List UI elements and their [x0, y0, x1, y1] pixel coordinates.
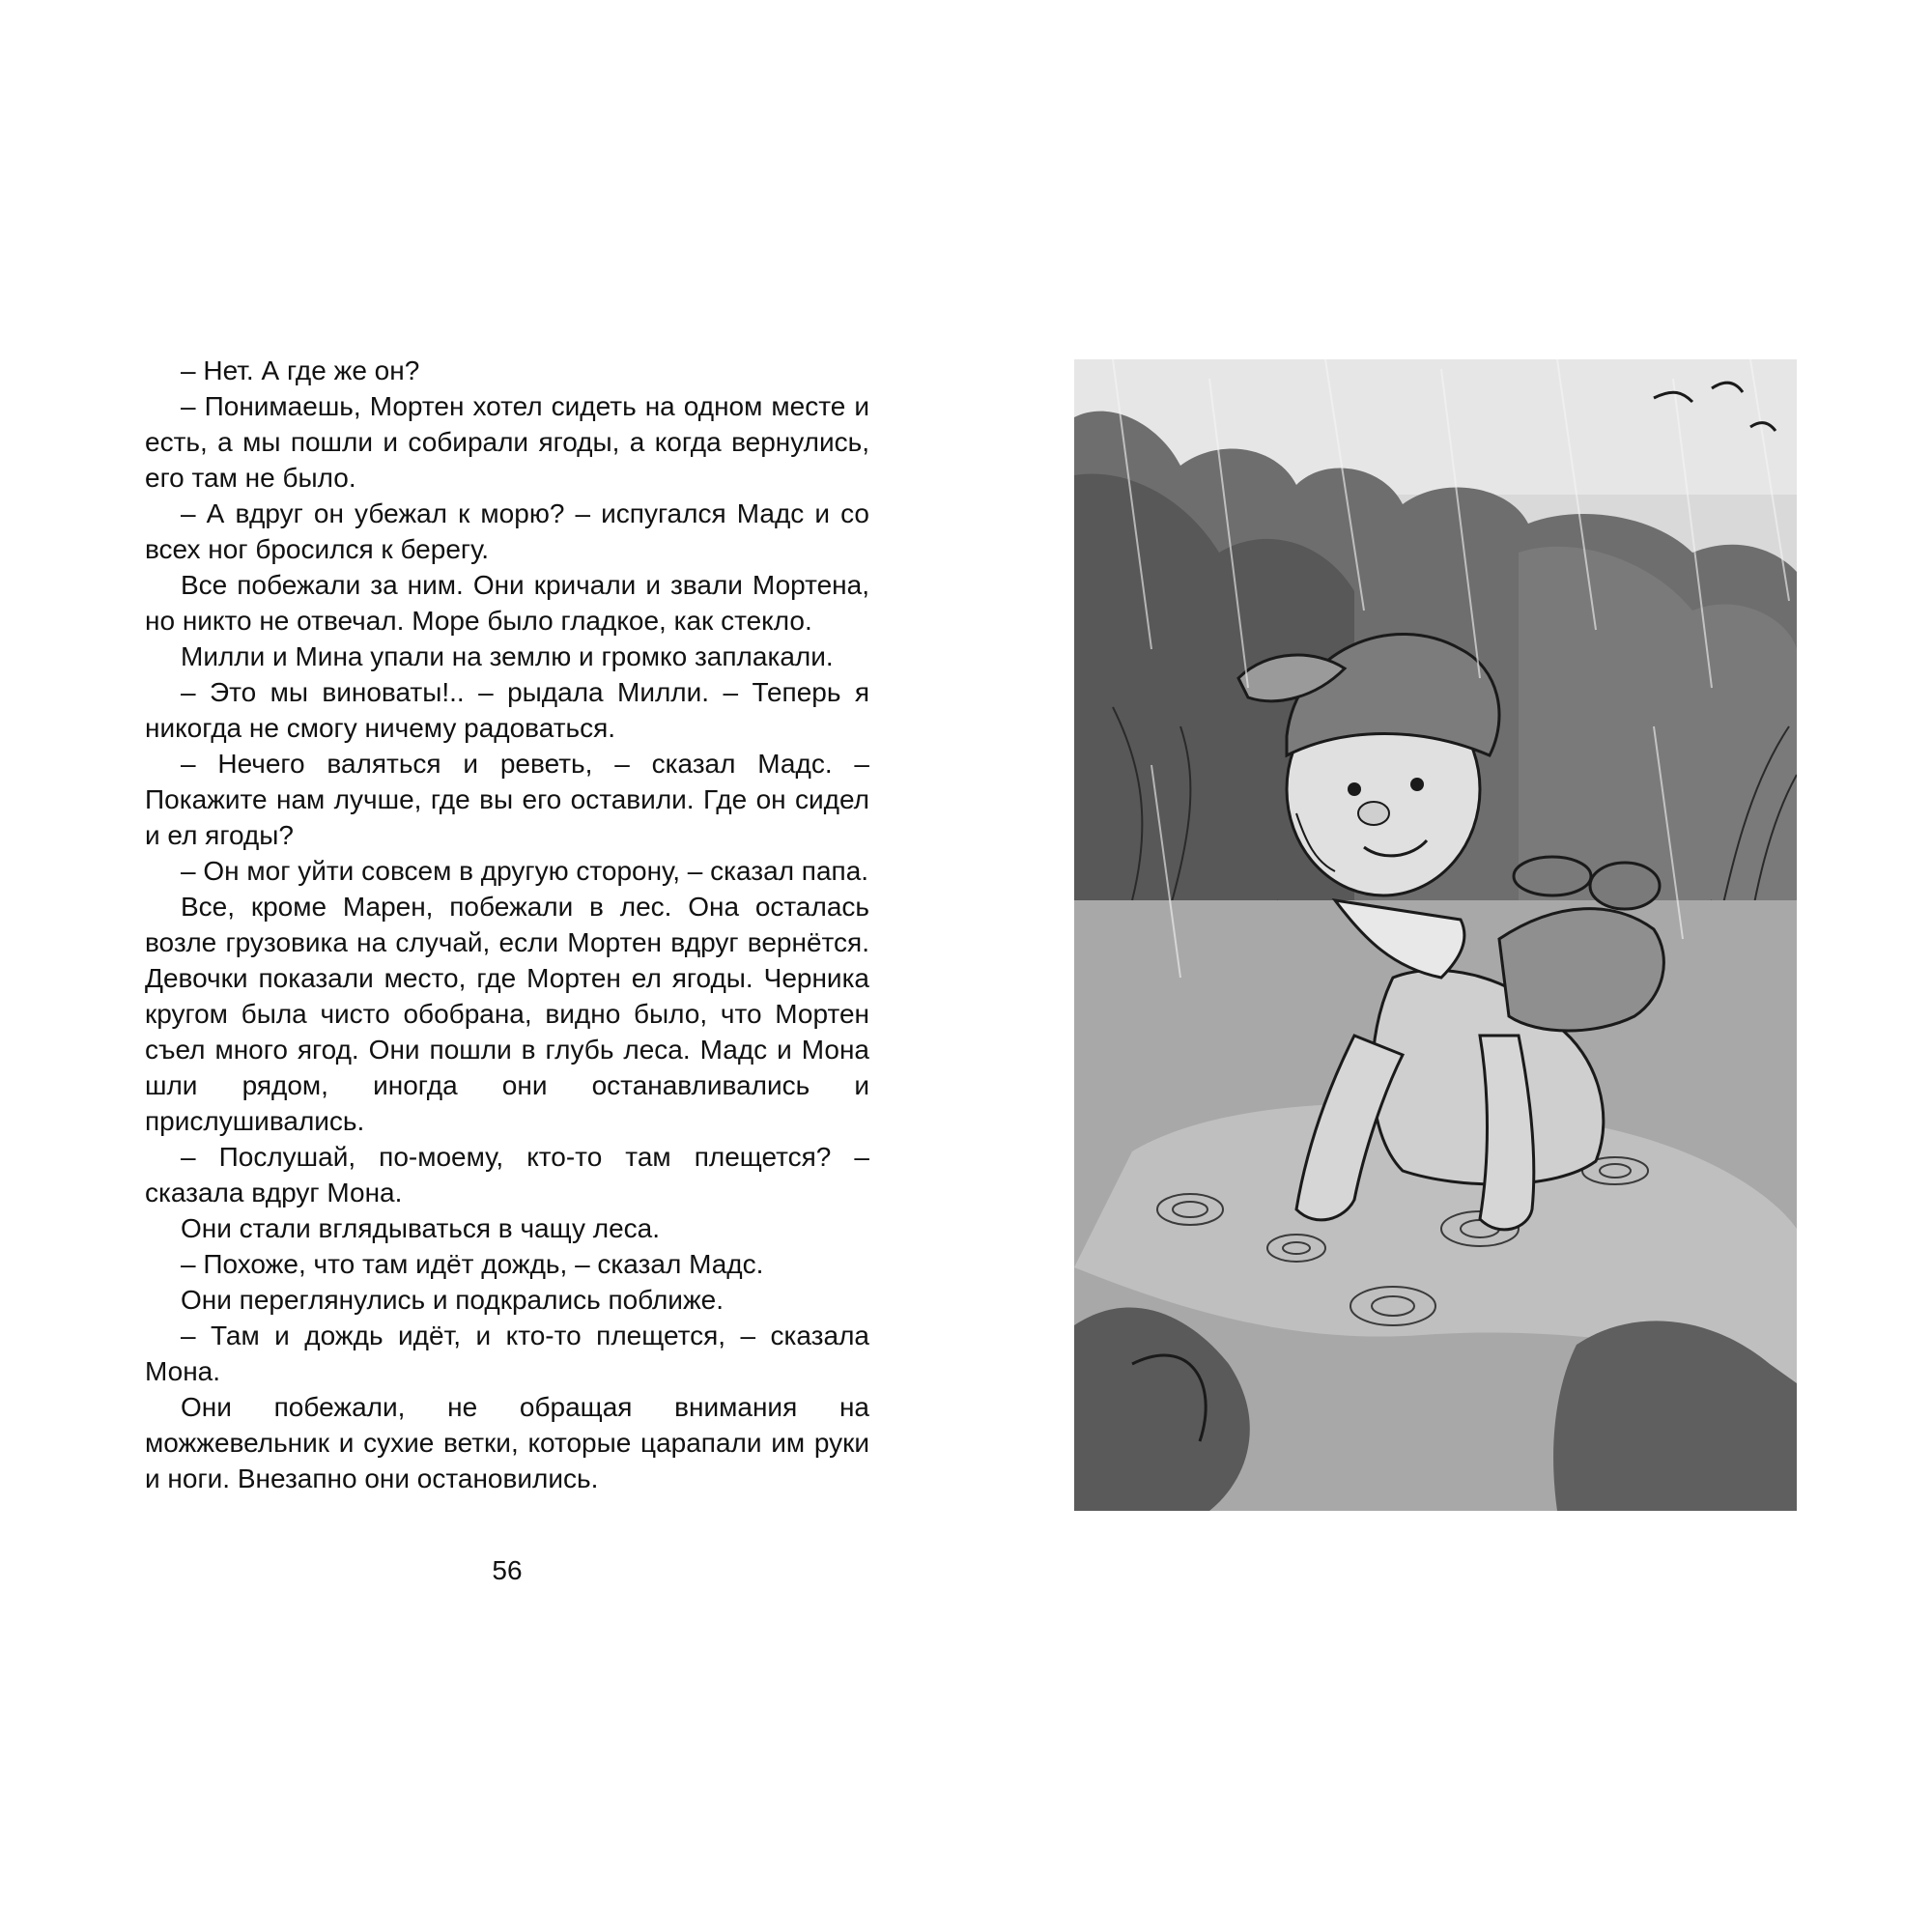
paragraph: Они стали вглядываться в чащу леса. — [181, 1213, 661, 1243]
paragraph: – Нет. А где же он? — [181, 355, 420, 385]
illustration-boy-in-rain — [1074, 359, 1797, 1511]
page-number: 56 — [492, 1555, 523, 1585]
legs — [1499, 909, 1663, 1031]
text-page — [145, 353, 869, 1496]
paragraph: Они побежали, не обращая внимания на можжевельник и сухие ветки, которые царапали им руки и ноги. Внезапно они остановились. — [145, 1392, 869, 1493]
paragraph: – Послушай, по-моему, кто-то там плещется? – сказала вдруг Мона. — [145, 1142, 869, 1208]
paragraph: – Понимаешь, Мортен хотел сидеть на одном месте и есть, а мы пошли и собирали ягоды, а когда вернулись, его там не было. — [145, 391, 869, 493]
paragraph: – Похоже, что там идёт дождь, – сказал Мадс. — [181, 1249, 764, 1279]
eye — [1348, 782, 1361, 796]
eye — [1410, 778, 1424, 791]
paragraph: – Нечего валяться и реветь, – сказал Мадс. – Покажите нам лучше, где вы его оставили. Где он сидел и ел ягоды? — [145, 749, 869, 850]
paragraph: – Он мог уйти совсем в другую сторону, – сказал папа. — [181, 856, 869, 886]
illustration-svg — [1074, 359, 1797, 1511]
paragraph: Все побежали за ним. Они кричали и звали Мортена, но никто не отвечал. Море было гладкое, как стекло. — [145, 570, 869, 636]
paragraph: – Это мы виноваты!.. – рыдала Милли. – Теперь я никогда не смогу ничему радоваться. — [145, 677, 869, 743]
paragraph: – А вдруг он убежал к морю? – испугался Мадс и со всех ног бросился к берегу. — [145, 498, 869, 564]
paragraph: Милли и Мина упали на землю и громко заплакали. — [181, 641, 834, 671]
shoe — [1590, 863, 1660, 909]
paragraph: Все, кроме Марен, побежали в лес. Она осталась возле грузовика на случай, если Мортен вдруг вернётся. Девочки показали место, где Мортен ел ягоды. Черника кругом была чисто обобрана, видно было, что Мортен съел много ягод. Они пошли в глубь леса. Мадс и Мона шли рядом, иногда они останавливались и прислушивались. — [145, 892, 869, 1136]
shoe — [1514, 857, 1591, 895]
nose — [1358, 802, 1389, 825]
paragraph: Они переглянулись и подкрались поближе. — [181, 1285, 724, 1315]
paragraph: – Там и дождь идёт, и кто-то плещется, – сказала Мона. — [145, 1321, 869, 1386]
